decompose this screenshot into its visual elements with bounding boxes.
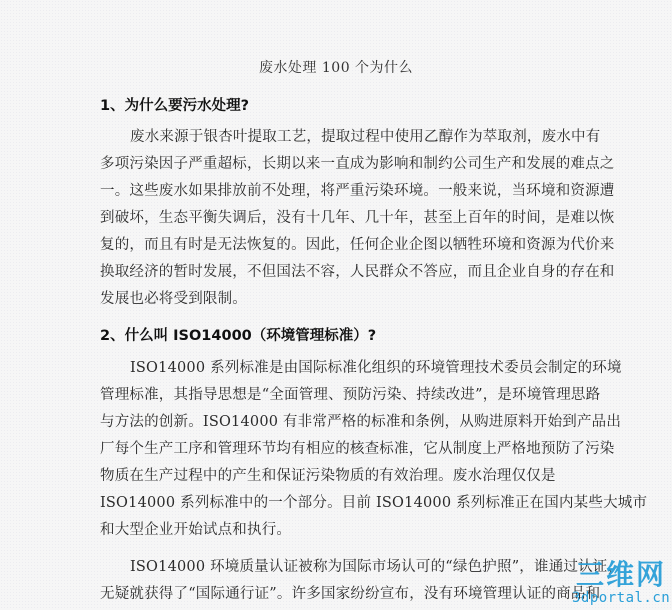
paragraph-line: 多项污染因子严重超标，长期以来一直成为影响和制约公司生产和发展的难点之 bbox=[100, 156, 615, 172]
paragraph-line: ISO14000 系列标准是由国际标准化组织的环境管理技术委员会制定的环境 bbox=[130, 360, 622, 376]
section-1-heading: 1、为什么要污水处理? bbox=[100, 98, 249, 114]
paragraph-line: 与方法的创新。ISO14000 有非常严格的标准和条例，从购进原料开始到产品出 bbox=[100, 414, 622, 430]
paragraph-line: 复的，而且有时是无法恢复的。因此，任何企业企图以牺牲环境和资源为代价来 bbox=[100, 237, 615, 253]
watermark-name: 三维网 bbox=[576, 558, 667, 591]
watermark-logo bbox=[572, 560, 672, 610]
paragraph-line: 管理标准，其指导思想是“全面管理、预防污染、持续改进”，是环境管理思路 bbox=[100, 387, 601, 403]
paragraph-line: 物质在生产过程中的产生和保证污染物质的有效治理。废水治理仅仅是 bbox=[100, 468, 556, 484]
paragraph-line: 厂每个生产工序和管理环节均有相应的核查标准，它从制度上严格地预防了污染 bbox=[100, 441, 615, 457]
paragraph-line: 废水来源于银杏叶提取工艺，提取过程中使用乙醇作为萃取剂，废水中有 bbox=[130, 129, 601, 145]
watermark-domain: 3dportal.cn bbox=[572, 590, 671, 606]
section-2-heading: 2、什么叫 ISO14000（环境管理标准）? bbox=[100, 328, 377, 344]
paragraph-line: 到破坏，生态平衡失调后，没有十几年、几十年，甚至上百年的时间，是难以恢 bbox=[100, 210, 615, 226]
paragraph-line: 和大型企业开始试点和执行。 bbox=[100, 522, 292, 538]
paragraph-line: 无疑就获得了“国际通行证”。许多国家纷纷宣布，没有环境管理认证的商品和 bbox=[100, 586, 601, 602]
paragraph-line: ISO14000 系列标准中的一个部分。目前 ISO14000 系列标准正在国内某些大城市 bbox=[100, 495, 648, 511]
paragraph-line: 发展也必将受到限制。 bbox=[100, 291, 247, 307]
document-title: 废水处理 100 个为什么 bbox=[258, 60, 414, 76]
paragraph-line: 一。这些废水如果排放前不处理，将严重污染环境。一般来说，当环境和资源遭 bbox=[100, 183, 615, 199]
paragraph-line: ISO14000 环境质量认证被称为国际市场认可的“绿色护照”，谁通过认证， bbox=[130, 559, 623, 575]
paragraph-line: 换取经济的暂时发展，不但国法不容，人民群众不答应，而且企业自身的存在和 bbox=[100, 264, 615, 280]
